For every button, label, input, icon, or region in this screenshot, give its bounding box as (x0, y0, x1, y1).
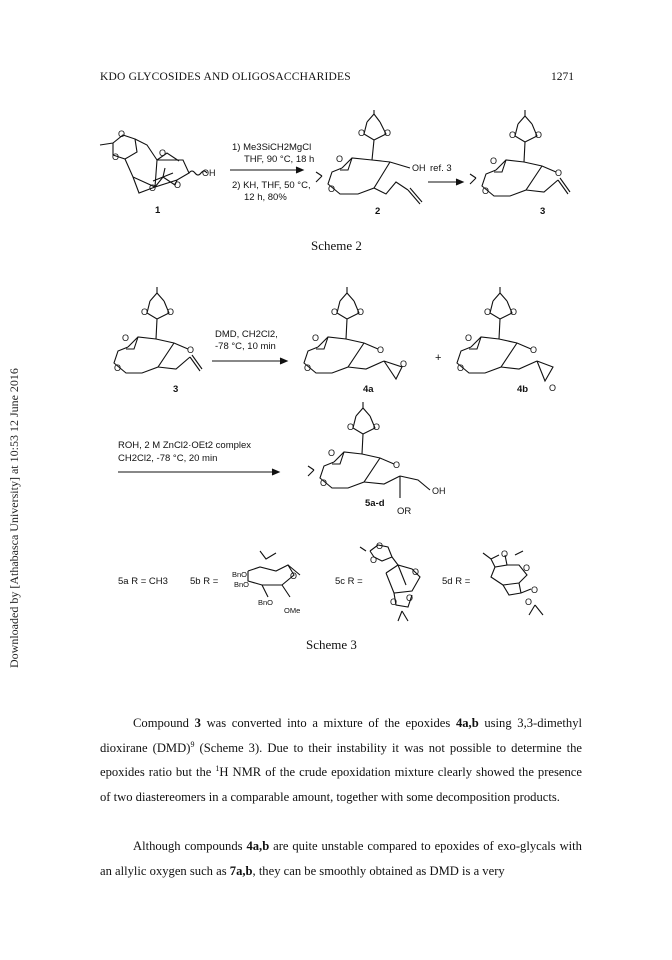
svg-text:O: O (490, 156, 498, 166)
svg-text:O: O (525, 597, 533, 607)
reaction-arrow-1 (230, 165, 310, 175)
svg-text:O: O (370, 555, 378, 565)
svg-text:O: O (482, 186, 490, 196)
svg-text:O: O (187, 345, 195, 355)
svg-text:OH: OH (432, 486, 446, 496)
or-substituent: OR (397, 506, 412, 517)
svg-text:O: O (167, 307, 175, 317)
scheme-3-caption: Scheme 3 (306, 637, 357, 652)
svg-text:O: O (412, 567, 420, 577)
svg-text:O: O (312, 333, 320, 343)
page-number: 1271 (551, 71, 574, 83)
svg-text:OMe: OMe (284, 606, 301, 615)
structure-r-5b (228, 545, 318, 620)
compound-label-5: 5a-d (365, 498, 385, 509)
structure-compound-1 (95, 125, 215, 215)
svg-text:O: O (484, 307, 492, 317)
structure-r-5d (475, 545, 565, 620)
svg-text:O: O (406, 593, 414, 603)
svg-text:O: O (347, 422, 355, 432)
svg-text:O: O (304, 363, 312, 373)
structure-r-5c (360, 535, 435, 625)
svg-text:O: O (174, 180, 182, 190)
svg-text:O: O (159, 148, 167, 158)
svg-text:O: O (357, 307, 365, 317)
svg-text:O: O (336, 154, 344, 164)
svg-text:O: O (457, 363, 465, 373)
structure-compound-4a (300, 287, 420, 397)
svg-text:OH: OH (202, 168, 216, 178)
svg-text:O: O (393, 460, 401, 470)
svg-text:O: O (390, 597, 398, 607)
svg-text:O: O (377, 345, 385, 355)
svg-text:O: O (328, 184, 336, 194)
svg-text:O: O (530, 345, 538, 355)
svg-text:O: O (149, 183, 157, 193)
paragraph-1: Compound 3 was converted into a mixture of the epoxides 4a,b using 3,3-dimethyl dioxirane (DMD)$^9$ (Scheme 3). Due to their instability it was not possible to determine the epoxides ratio but the $^1$H NMR of the crude epoxidation mixture clearly showed the presence of two diastereomers in a comparable amount, together with some decomposition products. (100, 716, 583, 804)
compound-label-1: 1 (155, 205, 161, 216)
svg-text:O: O (523, 563, 531, 573)
svg-text:O: O (531, 585, 539, 595)
running-title: KDO GLYCOSIDES AND OLIGOSACCHARIDES (100, 71, 351, 83)
reaction-arrow-2 (428, 177, 468, 187)
r-group-5b: 5b R = (190, 576, 219, 587)
scheme3-reagent-open-line-1: ROH, 2 M ZnCl2·OEt2 complex (118, 440, 252, 451)
svg-text:OH: OH (412, 163, 426, 173)
svg-text:O: O (328, 448, 336, 458)
svg-text:O: O (376, 541, 384, 551)
download-note: Downloaded by [Athabasca University] at 10:53 12 June 2016 (7, 368, 21, 668)
svg-text:O: O (535, 130, 543, 140)
svg-text:O: O (555, 168, 563, 178)
compound-label-3: 3 (173, 384, 179, 395)
svg-text:O: O (384, 128, 392, 138)
svg-text:O: O (112, 152, 120, 162)
compound-label-4a: 4a (363, 384, 374, 395)
svg-text:O: O (509, 130, 517, 140)
plus-sign: + (435, 352, 442, 364)
scheme2-reagent-line-2: THF, 90 °C, 18 h (244, 154, 315, 165)
svg-text:O: O (465, 333, 473, 343)
svg-text:O: O (501, 549, 509, 559)
svg-text:BnO: BnO (232, 570, 248, 579)
compound-label-2: 2 (375, 206, 381, 217)
scheme2-reagent-line-1: 1) Me3SiCH2MgCl (232, 142, 312, 153)
svg-text:O: O (400, 359, 408, 369)
compound-label-3-scheme2: 3 (540, 206, 546, 217)
r-group-5a: 5a R = CH3 (118, 576, 168, 587)
scheme2-reagent-line-4: 12 h, 80% (244, 192, 287, 203)
scheme3-reagent-epox-line-1: DMD, CH2Cl2, (215, 329, 278, 340)
reaction-arrow-3 (212, 356, 292, 366)
structure-compound-3 (110, 287, 230, 397)
svg-text:O: O (358, 128, 366, 138)
svg-text:O: O (290, 571, 298, 581)
structure-compound-3-scheme2 (470, 110, 600, 220)
svg-text:O: O (118, 129, 126, 139)
scheme3-reagent-open-line-2: CH2Cl2, -78 °C, 20 min (118, 453, 218, 464)
r-group-5d: 5d R = (442, 576, 471, 587)
svg-text:O: O (510, 307, 518, 317)
svg-text:O: O (373, 422, 381, 432)
scheme2-reagent-line-3: 2) KH, THF, 50 °C, (232, 180, 311, 191)
structure-compound-4b (453, 287, 573, 402)
scheme2-reagent-ref: ref. 3 (430, 163, 452, 174)
svg-text:O: O (331, 307, 339, 317)
paragraph-2: Although compounds 4a,b are quite unstable compared to epoxides of exo-glycals with an allylic oxygen such as 7a,b, they can be smoothly obtained as DMD is a very (100, 839, 582, 878)
reaction-arrow-4 (118, 467, 288, 477)
svg-text:O: O (141, 307, 149, 317)
svg-text:O: O (122, 333, 130, 343)
r-group-5c: 5c R = (335, 576, 363, 587)
scheme-2-caption: Scheme 2 (311, 238, 362, 253)
svg-text:BnO: BnO (234, 580, 250, 589)
svg-text:O: O (320, 478, 328, 488)
svg-text:O: O (549, 383, 557, 393)
svg-text:O: O (114, 363, 122, 373)
scheme3-reagent-epox-line-2: -78 °C, 10 min (215, 341, 276, 352)
compound-label-4b: 4b (517, 384, 529, 395)
svg-text:BnO: BnO (258, 598, 274, 607)
